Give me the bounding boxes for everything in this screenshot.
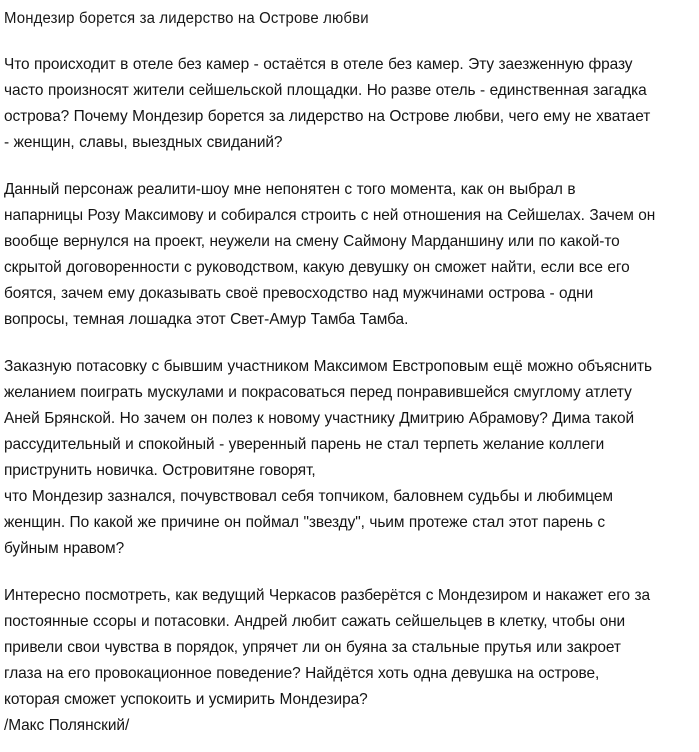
article-paragraph-3-part-1: Заказную потасовку с бывшим участником Максимом Евстроповым ещё можно объяснить желанием поиграть мускулами и покрасоваться перед понравившейся смуглому атлету Аней Брянской. Но зачем он полез к новому участнику Дмитрию Абрамову? Дима такой рассудительный и спокойный - уверенный парень не стал терпеть желание коллеги приструнить новичка. Островитяне говорят, bbox=[4, 358, 653, 479]
article-signature: /Макс Полянский/ bbox=[4, 717, 130, 734]
article-paragraph-3-part-2: что Мондезир зазнался, почувствовал себя топчиком, баловнем судьбы и любимцем женщин. По какой же причине он поймал "звезду", чьим протеже стал этот парень с буйным нравом? bbox=[4, 488, 613, 557]
article-paragraph-2: Данный персонаж реалити-шоу мне непонятен с того момента, как он выбрал в напарницы Розу Максимову и собирался строить с ней отношения на Сейшелах. Зачем он вообще вернулся на проект, неужели на смену Саймону Марданшину или по какой-то скрытой договоренности с руководством, какую девушку он сможет найти, если все его боятся, зачем ему доказывать своё превосходство над мужчинами острова - одни вопросы, темная лошадка этот Свет-Амур Тамба Тамба. bbox=[4, 181, 656, 328]
article-paragraph-1: Что происходит в отеле без камер - остаётся в отеле без камер. Эту заезженную фразу часто произносят жители сейшельской площадки. Но разве отель - единственная загадка острова? Почему Мондезир борется за лидерство на Острове любви, чего ему не хватает - женщин, славы, выездных свиданий? bbox=[4, 56, 651, 151]
article-paragraph-3 bbox=[4, 354, 656, 562]
article-body bbox=[4, 52, 663, 739]
article-paragraph-4 bbox=[4, 583, 656, 739]
page-title: Мондезир борется за лидерство на Острове любви bbox=[4, 10, 369, 27]
article-paragraph-4-text: Интересно посмотреть, как ведущий Черкасов разберётся с Мондезиром и накажет его за постоянные ссоры и потасовки. Андрей любит сажать сейшельцев в клетку, чтобы они привели свои чувства в порядок, упрячет ли он буяна за стальные прутья или закроет глаза на его провокационное поведение? Найдётся хоть одна девушка на острове, которая сможет успокоить и усмирить Мондезира? bbox=[4, 587, 651, 708]
